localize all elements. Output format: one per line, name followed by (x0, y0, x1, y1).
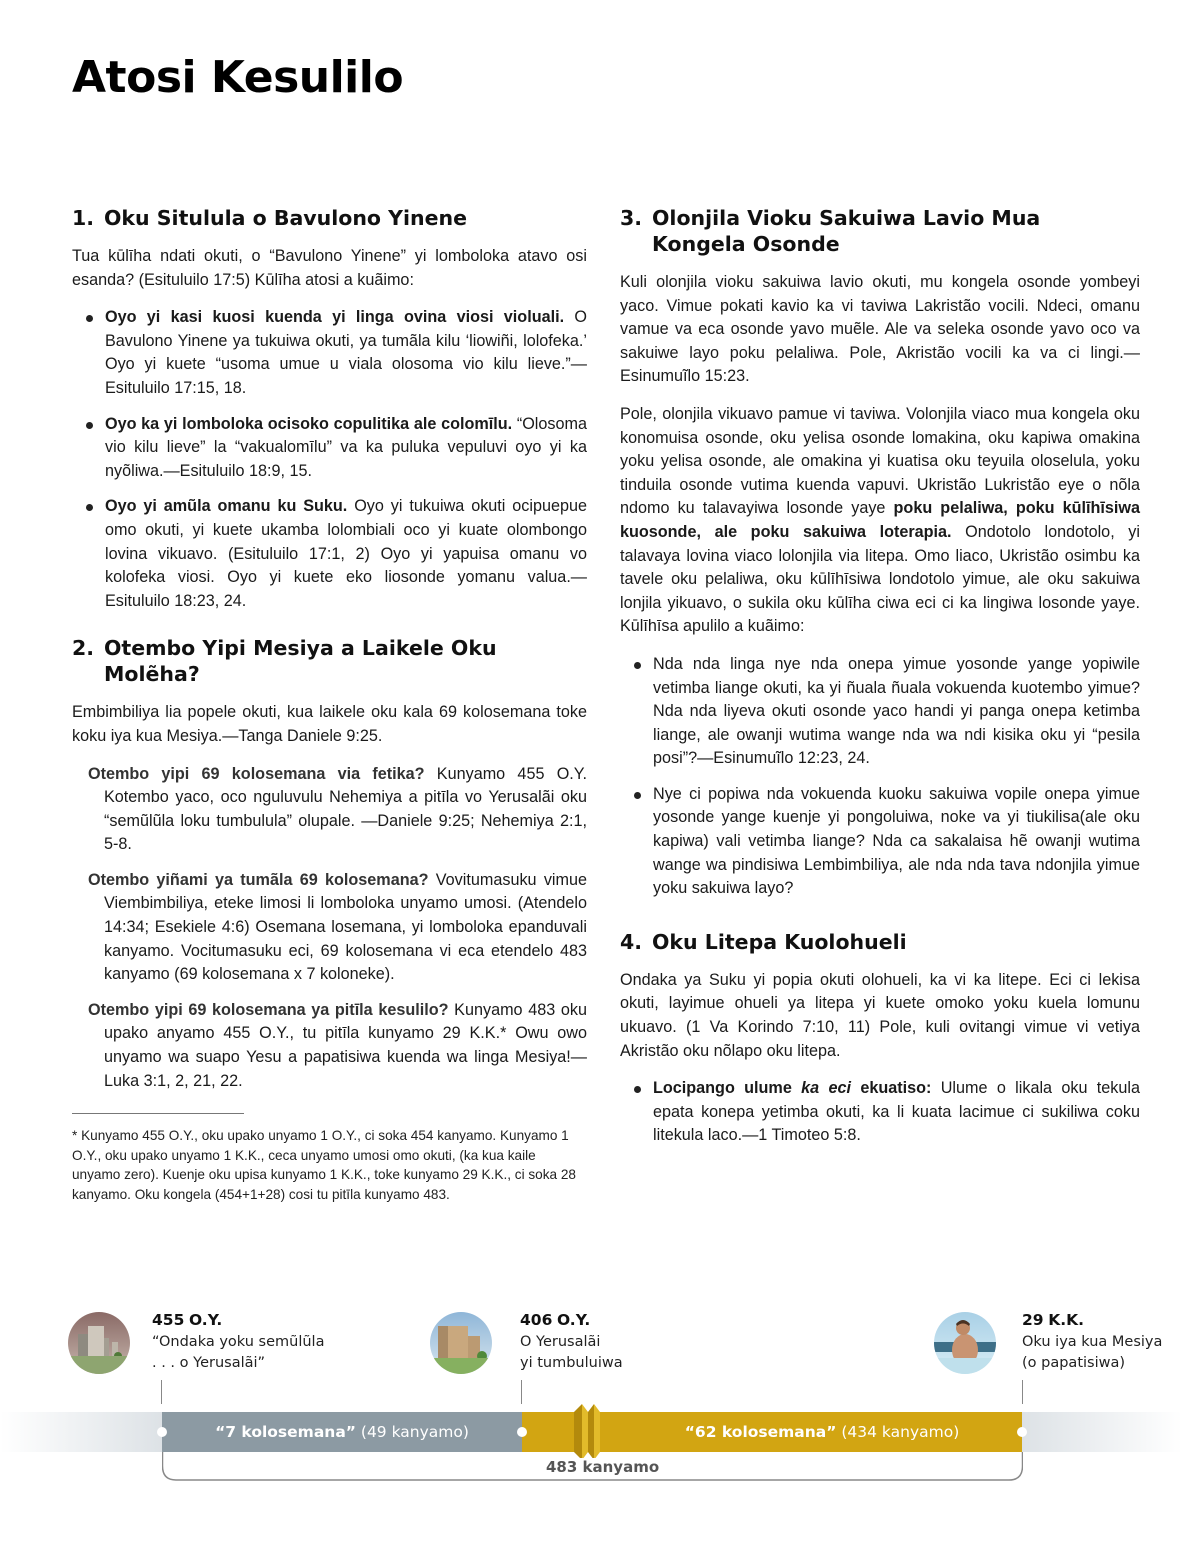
segment-detail: (434 kanyamo) (836, 1423, 960, 1441)
baptism-image (934, 1312, 996, 1374)
event-label (1022, 1310, 1162, 1374)
segment-label (622, 1412, 1022, 1452)
bullet-item (86, 495, 587, 613)
section-paragraph (620, 403, 1140, 639)
bullet-text: O Bavulono Yinene ya tukuiwa okuti, ya tumãla kilu ‘liowiñi, lolofeka.’ Oyo yi kuete “usoma umue u viala olosoma vio kilu lieve.”—Esituluilo 17:15, 18. (105, 308, 587, 397)
ruined-city-image (68, 1312, 130, 1374)
bullet-text: Nye ci popiwa nda vokuenda kuoku sakuiwa vopile onepa yimue yosonde yange kuenje yi pongoluiwa, noke va yi tiukilisa(ale oku kapiwa) vali vetimba liange? Nda ca sakalaisa hẽ owanji wutima wange wa pindisiwa Lembimbiliya, ale nda nda tava ndonjila yimue yoku sakuiwa layo? (653, 784, 1140, 898)
event-year: 406 (520, 1311, 553, 1329)
section-title: Olonjila Vioku Sakuiwa Lavio Mua Kongela Osonde (652, 206, 1041, 256)
bullet-list (86, 306, 587, 613)
section-3 (620, 205, 1140, 901)
event-label (520, 1310, 623, 1374)
qa-item (88, 763, 587, 857)
prophecy-timeline (0, 1300, 1200, 1500)
page-title: Atosi Kesulilo (72, 52, 404, 103)
section-intro: Ondaka ya Suku yi popia okuti olohueli, ka vi ka litepe. Eci ci lekisa okuti, layimue ohueli ya litepa yi kuete omoko yoku kuela lomunu ukuavo. (1 Va Korindo 7:10, 11) Pole, kuli ovitangi vimue vi vetiya Akristão oku nõlapo oku litepa. (620, 970, 1140, 1060)
timeline-lead-in (0, 1412, 162, 1452)
section-1 (72, 205, 587, 613)
section-title: Oku Situlula o Bavulono Yinene (104, 206, 468, 230)
right-column (620, 205, 1140, 1160)
left-column (72, 205, 587, 1205)
footnote: * Kunyamo 455 O.Y., oku upako unyamo 1 O.Y., ci soka 454 kanyamo. Kunyamo 1 O.Y., oku upako unyamo 1 K.K., ceca unyamo umosi omo okuti, (ka kua kaile unyamo zero). Kuenje oku upisa kunyamo 1 K.K., toke kunyamo 29 K.K., ci soka 28 kanyamo. Oku kongela (454+1+28) cosi tu pitīla kunyamo 483. (72, 1128, 576, 1202)
paragraph-emphasis: poku pelaliwa, poku kūlīhīsiwa kuosonde, ale poku sakuiwa loterapia. (620, 499, 1141, 541)
qa-item (88, 999, 587, 1093)
event-desc: yi tumbuluiwa (520, 1355, 623, 1371)
event-tick (521, 1380, 522, 1404)
bullet-icon (634, 662, 641, 669)
timeline-node (1017, 1427, 1027, 1437)
section-heading (620, 929, 1140, 955)
qa-question: Otembo yipi 69 kolosemana via fetika? (88, 764, 425, 783)
timeline-node (157, 1427, 167, 1437)
event-desc: O Yerusalãi (520, 1334, 601, 1350)
footnote-divider (72, 1113, 244, 1114)
bullet-text: Oyo yi tukuiwa okuti ocipuepue omo okuti, yi kuete ukamba lolombiali oco yi kuate olombongo lovina vikuavo. (Esituluilo 17:1, 2) Oyo yi yapuisa omanu vo kolofeka viosi. Oyo yi kuete eko liosonde yomanu valua.—Esituluilo 18:23, 24. (105, 497, 587, 610)
section-heading (72, 205, 587, 231)
bullet-lead: Oyo yi kasi kuosi kuenda yi linga ovina viosi violuali. (105, 308, 565, 327)
paragraph-text: Ondotolo londotolo, yi talavaya lovina viaco lolonjila via litepa. Omo liaco, Ukristão osimbu ka tavele oku pelaliwa, oku kūlīhīsiwa londotolo yimue, ale oku sakuiwa lonjila yikuavo, o sukila oku kūlīha ciwa eci ci ka lingiwa losonde yaye. Kūlīhīsa apulilo a kuãimo: (620, 522, 1140, 636)
segment-name: “62 kolosemana” (684, 1423, 837, 1441)
event-year: 29 (1022, 1311, 1044, 1329)
bullet-icon (86, 422, 93, 429)
event-desc: . . . o Yerusalãi” (152, 1355, 266, 1371)
bullet-lead-italic: ka eci (801, 1079, 851, 1098)
event-era: O.Y. (556, 1311, 591, 1329)
section-title: Otembo Yipi Mesiya a Laikele Oku Molẽha? (104, 636, 497, 687)
bullet-icon (86, 504, 93, 511)
bullet-lead: Locipango ulume (653, 1079, 802, 1098)
bullet-item (634, 783, 1140, 901)
section-number: 2. (72, 636, 95, 661)
qa-answer: Kunyamo 483 oku upako anyamo 455 O.Y., tu pitīla kunyamo 29 K.K.* Owu owo unyamo wa suapo Yesu a papatisiwa kuenda wa linga Mesiya!—Luka 3:1, 2, 21, 22. (104, 1000, 587, 1090)
section-paragraph: Kuli olonjila vioku sakuiwa lavio okuti, mu kongela osonde yombeyi yaco. Vimue pokati kavio ka vi taviwa Lakristão vocili. Ndeci, omanu vamue va eca osonde yavo muẽle. Ale va seleka osonde yavo oco va sakuiwe layo poku pelaliwa. Pole, Akristão vocili ka va ci lingi.—Esinumuĩlo 15:23. (620, 273, 1140, 386)
bullet-icon (634, 1086, 641, 1093)
section-number: 1. (72, 206, 95, 230)
rebuilt-city-image (430, 1312, 492, 1374)
bullet-item (86, 306, 587, 400)
section-heading (620, 205, 1140, 257)
section-2 (72, 635, 587, 1204)
qa-answer: Kunyamo 455 O.Y. Kotembo yaco, oco nguluvulu Nehemiya a pitīla vo Yerusalãi oku “semũlũla loku tumbulula” olupale. —Daniele 9:25; Nehemiya 2:1, 5-8. (104, 764, 587, 854)
qa-question: Otembo yipi 69 kolosemana ya pitīla kesulilo? (88, 1000, 449, 1019)
segment-name: “7 kolosemana” (215, 1423, 356, 1441)
bullet-icon (634, 792, 641, 799)
bullet-text: Nda nda linga nye nda onepa yimue yosonde yange yopiwile vetimba liange okuti, ka yi ñuala ñuala vokuenda kuotembo yimue? Nda nda liyeva okuti osonde yaco handi yi panga onepa ketimba liange, ale owanji wutima wange nda wa ndi kisika oku yi “pesila posi”?—Esinumuĩlo 12:23, 24. (653, 654, 1140, 768)
segment-detail: (49 kanyamo) (355, 1423, 469, 1441)
event-era: K.K. (1048, 1311, 1084, 1329)
qa-answer: Vovitumasuku vimue Viembimbiliya, eteke limosi li lomboloka unyamo umosi. (Atendelo 14:34; Esekiele 4:6) Osemana losemana, yi lomboloka epanduvali kanyamo. Vocitumasuku eci, 69 kolosemana vi eca etendelo 483 kanyamo (69 kolosemana x 7 koloneke). (104, 870, 587, 984)
event-desc: (o papatisiwa) (1022, 1355, 1126, 1371)
bullet-text: “Olosoma vio kilu lieve” la “vakualomīlu” va ka puluka vepuluvi oyo yi ka nyõliwa.—Esituluilo 18:9, 15. (105, 414, 587, 480)
bullet-item (86, 413, 587, 484)
section-title: Oku Litepa Kuolohueli (652, 929, 907, 954)
bullet-text: Ulume o likala oku tekula epata konepa yetimba okuti, ka li kuata lacimue ci sukiliwa coku litekula laco.—1 Timoteo 5:8. (653, 1079, 1140, 1145)
bullet-lead: ekuatiso: (851, 1079, 932, 1098)
bullet-item (634, 653, 1140, 771)
section-intro: Embimbiliya lia popele okuti, kua laikele oku kala 69 kolosemana toke koku iya kua Mesiya.—Tanga Daniele 9:25. (72, 703, 587, 745)
qa-question: Otembo yiñami ya tumãla 69 kolosemana? (88, 870, 429, 889)
event-desc: Oku iya kua Mesiya (1022, 1334, 1163, 1350)
bullet-lead: Oyo ka yi lomboloka ocisoko copulitika ale colomīlu. (105, 414, 513, 433)
event-label (152, 1310, 324, 1374)
paragraph-text: Pole, olonjila vikuavo pamue vi taviwa. Volonjila viaco mua kongela oku konomuisa osonde, oku yelisa osonde lomakina, oku kapiwa omakina yoku yelisa osonde, ale omakina yi kuatisa oku teyuila oloselula, yoku tinduila osonde vutima kuenda vapuvi. Ukristão Lukristão eye o nõla ndomo ku talavayiwa losonde yaye (620, 404, 1140, 518)
section-heading (72, 635, 587, 687)
bullet-list (634, 653, 1140, 901)
total-span-label: 483 kanyamo (538, 1458, 667, 1476)
bullet-lead: Oyo yi amũla omanu ku Suku. (105, 497, 348, 516)
qa-item (88, 869, 587, 987)
event-era: O.Y. (188, 1311, 223, 1329)
bullet-list (634, 1077, 1140, 1148)
bullet-item (634, 1077, 1140, 1148)
event-year: 455 (152, 1311, 185, 1329)
event-desc: “Ondaka yoku semũlũla (152, 1334, 325, 1350)
event-tick (1022, 1380, 1023, 1404)
event-tick (161, 1380, 162, 1404)
section-intro: Tua kūlīha ndati okuti, o “Bavulono Yinene” yi lomboloka atavo osi esanda? (Esituluilo 17:5) Kūlīha atosi a kuãimo: (72, 247, 587, 289)
section-4 (620, 929, 1140, 1148)
section-number: 4. (620, 929, 643, 954)
timeline-lead-out (1022, 1412, 1182, 1452)
section-number: 3. (620, 206, 643, 230)
segment-label (162, 1412, 522, 1452)
timeline-node (517, 1427, 527, 1437)
bullet-icon (86, 315, 93, 322)
